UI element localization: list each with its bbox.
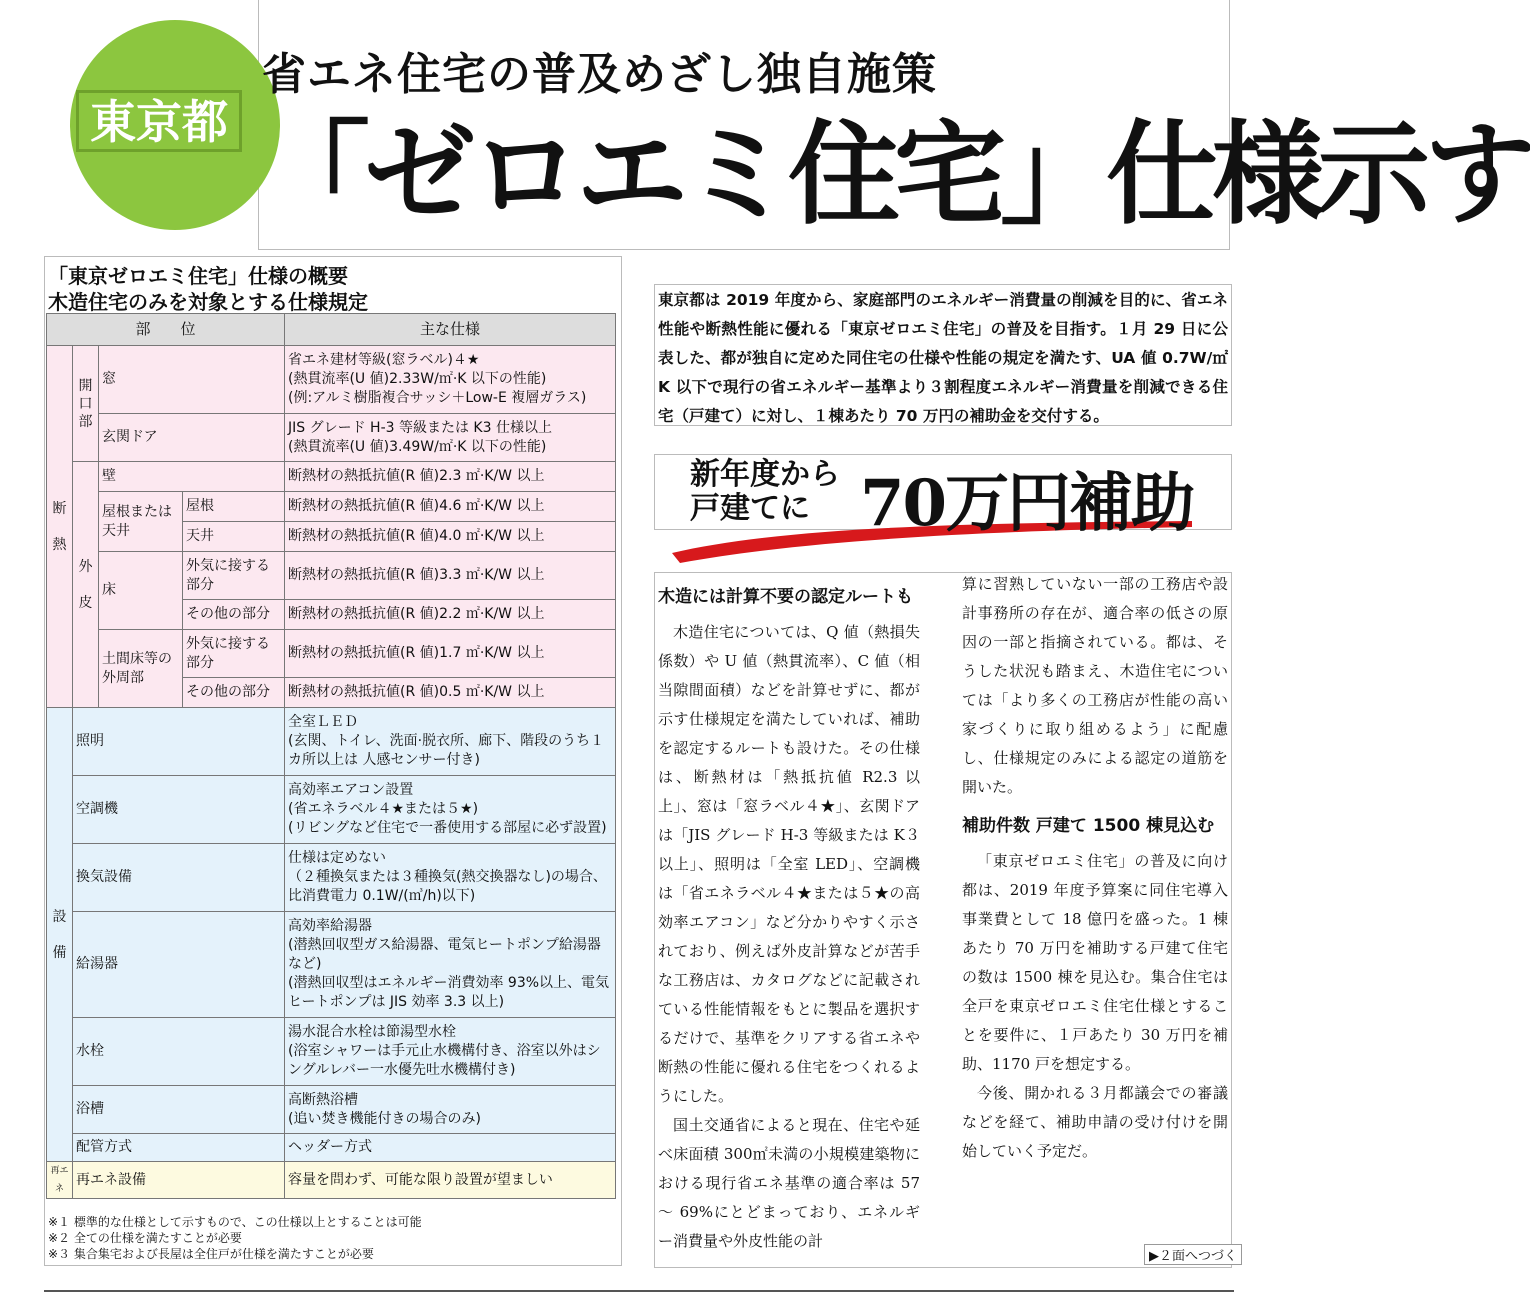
bottom-rule: [44, 1290, 1234, 1292]
row-sub: 外気に接する 部分: [183, 552, 285, 600]
group-kaikoubu: 開 口 部: [73, 346, 99, 462]
row-spec: 湯水混合水栓は節湯型水栓 (浴室シャワーは手元止水機構付き、浴室以外はシングルレバー一水優先吐水機構付き): [285, 1018, 616, 1086]
subtitle: 省エネ住宅の普及めざし独自施策: [262, 49, 937, 100]
row-part: 壁: [99, 462, 285, 492]
row-spec: 省エネ建材等級(窓ラベル)４★ (熱貫流率(U 値)2.33W/㎡·K 以下の性能) (例:アルミ樹脂複合サッシ＋Low-E 複層ガラス): [285, 346, 616, 414]
badge-tokyo: 東京都: [76, 90, 242, 152]
row-spec: 断熱材の熱抵抗値(R 値)4.0 ㎡·K/W 以上: [285, 522, 616, 552]
paragraph: 「東京ゼロエミ住宅」の普及に向け都は、2019 年度予算案に同住宅導入事業費として 18 億円を盛った。1 棟あたり 70 万円を補助する戸建て住宅の数は 1500 棟を見込む。集合住宅は全戸を東京ゼロエミ住宅仕様とすることを要件に、１戸あたり 30 万円を補助、1170 戸を想定する。: [962, 852, 1228, 1073]
article-column-2: [962, 570, 1228, 1166]
row-spec: 全室ＬＥＤ (玄関、トイレ、洗面·脱衣所、廊下、階段のうち１カ所以上は 人感センサー付き): [285, 708, 616, 776]
row-spec: 高断熱浴槽 (追い焚き機能付きの場合のみ): [285, 1086, 616, 1134]
row-part: 給湯器: [73, 912, 285, 1018]
group-saiene: 再エネ: [47, 1162, 73, 1199]
table-caption: 「東京ゼロエミ住宅」仕様の概要: [48, 264, 348, 288]
row-spec: 高効率給湯器 (潜熱回収型ガス給湯器、電気ヒートポンプ給湯器など) (潜熱回収型はエネルギー消費効率 93%以上、電気ヒートポンプは JIS 効率 3.3 以上): [285, 912, 616, 1018]
row-spec: 断熱材の熱抵抗値(R 値)3.3 ㎡·K/W 以上: [285, 552, 616, 600]
row-spec: ヘッダー方式: [285, 1134, 616, 1162]
row-sub: その他の部分: [183, 678, 285, 708]
row-part: 照明: [73, 708, 285, 776]
table-notes: [48, 1214, 422, 1262]
row-part: 空調機: [73, 776, 285, 844]
section-heading: 木造には計算不要の認定ルートも: [658, 587, 913, 607]
continued-link[interactable]: ▶２面へつづく: [1144, 1244, 1242, 1265]
row-spec: 高効率エアコン設置 (省エネラベル４★または５★) (リビングなど住宅で一番使用する部屋に必ず設置): [285, 776, 616, 844]
banner-headline: 70万円補助: [860, 466, 1194, 541]
col-header-spec: 主な仕様: [285, 314, 616, 346]
col-header-part: 部 位: [47, 314, 285, 346]
row-part: 床: [99, 552, 183, 630]
note: ※３ 集合集宅および長屋は全住戸が仕様を満たすことが必要: [48, 1247, 374, 1261]
row-sub: 屋根: [183, 492, 285, 522]
row-spec: 断熱材の熱抵抗値(R 値)1.7 ㎡·K/W 以上: [285, 630, 616, 678]
group-gaihi: 外 皮: [73, 462, 99, 708]
row-part: 屋根または 天井: [99, 492, 183, 552]
section-heading: 補助件数 戸建て 1500 棟見込む: [962, 816, 1215, 836]
paragraph: 算に習熟していない一部の工務店や設計事務所の存在が、適合率の低さの原因の一部と指摘されている。都は、そうした状況も踏まえ、木造住宅については「より多くの工務店が性能の高い家づくりに取り組めるよう」に配慮し、仕様規定のみによる認定の道筋を開いた。: [962, 575, 1228, 796]
group-dannetsu: 断 熱: [47, 346, 73, 708]
row-spec: 断熱材の熱抵抗値(R 値)0.5 ㎡·K/W 以上: [285, 678, 616, 708]
row-part: 配管方式: [73, 1134, 285, 1162]
table-subcaption: 木造住宅のみを対象とする仕様規定: [48, 290, 368, 314]
row-spec: 仕様は定めない （２種換気または３種換気(熱交換器なし)の場合、比消費電力 0.1W/(㎥/h)以下): [285, 844, 616, 912]
paragraph: 国土交通省によると現在、住宅や延べ床面積 300㎡未満の小規模建築物における現行省エネ基準の適合率は 57 〜 69%にとどまっており、エネルギー消費量や外皮性能の計: [658, 1116, 920, 1250]
lead-paragraph: 東京都は 2019 年度から、家庭部門のエネルギー消費量の削減を目的に、省エネ性能や断熱性能に優れる「東京ゼロエミ住宅」の普及を目指す。１月 29 日に公表した、都が独自に定めた同住宅の仕様や性能の規定を満たす、UA 値 0.7W/㎡ K 以下で現行の省エネルギー基準より３割程度エネルギー消費量を削減できる住宅（戸建て）に対し、１棟あたり 70 万円の補助金を交付する。: [658, 291, 1228, 425]
row-sub: 外気に接する 部分: [183, 630, 285, 678]
paragraph: 今後、開かれる３月都議会での審議などを経て、補助申請の受け付けを開始していく予定だ。: [962, 1084, 1228, 1160]
row-spec: 容量を問わず、可能な限り設置が望ましい: [285, 1162, 616, 1199]
row-part: 水栓: [73, 1018, 285, 1086]
row-spec: 断熱材の熱抵抗値(R 値)2.3 ㎡·K/W 以上: [285, 462, 616, 492]
headline-title: 「ゼロエミ住宅」仕様示す: [258, 110, 1530, 240]
row-spec: 断熱材の熱抵抗値(R 値)4.6 ㎡·K/W 以上: [285, 492, 616, 522]
note: ※２ 全ての仕様を満たすことが必要: [48, 1231, 242, 1245]
row-spec: JIS グレード H-3 等級または K3 仕様以上 (熱貫流率(U 値)3.49W/㎡·K 以下の性能): [285, 414, 616, 462]
row-part: 土間床等の 外周部: [99, 630, 183, 708]
article-column-1: [658, 583, 920, 1256]
row-part: 玄関ドア: [99, 414, 285, 462]
paragraph: 木造住宅については、Q 値（熱損失係数）や U 値（熱貫流率）、C 値（相当隙間面積）などを計算せずに、都が示す仕様規定を満たしていれば、補助を認定するルートも設けた。その仕様は、断熱材は「熱抵抗値 R2.3 以上」、窓は「窓ラベル４★」、玄関ドアは「JIS グレード H-3 等級または K３以上」、照明は「全室 LED」、空調機は「省エネラベル４★または５★の高効率エアコン」など分かりやすく示されており、例えば外皮計算などが苦手な工務店は、カタログなどに記載されている性能情報をもとに製品を選択するだけで、基準をクリアする省エネや断熱の性能に優れる住宅をつくれるようにした。: [658, 623, 920, 1105]
banner-small-text: 新年度から 戸建てに: [690, 457, 840, 526]
spec-table: [46, 313, 616, 1199]
note: ※１ 標準的な仕様として示すもので、この仕様以上とすることは可能: [48, 1215, 422, 1229]
row-part: 窓: [99, 346, 285, 414]
row-part: 換気設備: [73, 844, 285, 912]
row-sub: その他の部分: [183, 600, 285, 630]
row-sub: 天井: [183, 522, 285, 552]
row-spec: 断熱材の熱抵抗値(R 値)2.2 ㎡·K/W 以上: [285, 600, 616, 630]
row-part: 浴槽: [73, 1086, 285, 1134]
group-setsubi: 設 備: [47, 708, 73, 1162]
row-part: 再エネ設備: [73, 1162, 285, 1199]
